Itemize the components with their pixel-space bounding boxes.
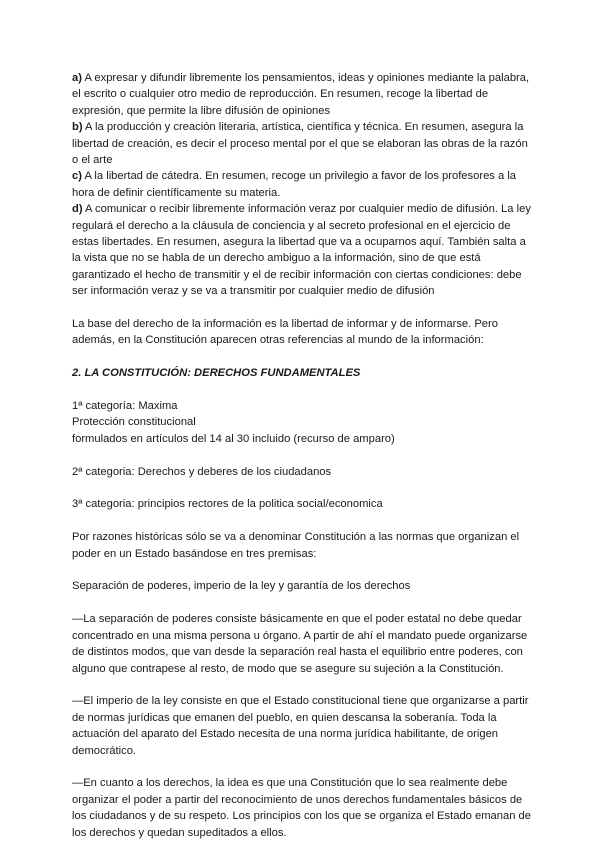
- paragraph-base: La base del derecho de la información es la libertad de informar y de informarse. Pero además, en la Constitución aparecen otras referencias al mundo de la información:: [72, 318, 498, 347]
- list-marker: c): [72, 170, 82, 183]
- category-1-title: 1ª categoría: Maxima: [72, 400, 178, 413]
- list-text: A la producción y creación literaria, artística, científica y técnica. En resumen, asegura la libertad de creación, es decir el proceso mental por el que se elaboran las obras de la razón o el arte: [72, 121, 528, 167]
- category-2: 2ª categoria: Derechos y deberes de los ciudadanos: [72, 465, 332, 478]
- paragraph-imperio: —El imperio de la ley consiste en que el Estado constitucional tiene que organizarse a partir de normas jurídicas que emanen del pueblo, en quien descansa la soberanía. Toda la actuación del aparato del Estado necesita de una norma jurídica habilitante, de origen democrático.: [72, 695, 529, 757]
- list-marker: a): [72, 72, 82, 84]
- list-item-d: [72, 201, 532, 299]
- list-text: A expresar y difundir libremente los pensamientos, ideas y opiniones mediante la palabra, el escrito o cualquier otro medio de reproducción. En resumen, recoge la libertad de expresión, que permite la libre difusión de opiniones: [72, 72, 530, 117]
- category-1-articles: formulados en artículos del 14 al 30 incluido (recurso de amparo): [72, 432, 395, 445]
- paragraph-historicas: Por razones históricas sólo se va a denominar Constitución a las normas que organizan el poder en un Estado basándose en tres premisas:: [72, 531, 520, 560]
- list-text: A la libertad de cátedra. En resumen, recoge un privilegio a favor de los profesores a la hora de definir científicamente su materia.: [72, 170, 517, 199]
- paragraph-separacion: —La separación de poderes consiste básicamente en que el poder estatal no debe quedar concentrado en una misma persona u órgano. A partir de ahí el mandato puede organizarse de distintos modos, que van desde la separación real hasta el equilibrio entre poderes, con alguno que contrapese al resto, de modo que se asegure su sujeción a la Constitución.: [72, 613, 528, 675]
- paragraph-premisas: Separación de poderes, imperio de la ley y garantía de los derechos: [72, 580, 411, 593]
- list-text: A comunicar o recibir libremente información veraz por cualquier medio de difusión. La ley regulará el derecho a la cláusula de conciencia y al secreto profesional en el ejercicio de estas libertades. En resumen, asegura la libertad que va a ocuparnos aquí. También salta a la vista que no se habla de un derecho ambiguo a la información, sino de que está garantizado el hecho de transmitir y el de recibir información con ciertas condiciones: debe ser información veraz y se va a transmitir por cualquier medio de difusión: [72, 203, 531, 298]
- list-item-c: [72, 168, 532, 201]
- paragraph-derechos: —En cuanto a los derechos, la idea es que una Constitución que lo sea realmente debe organizar el poder a partir del reconocimiento de unos derechos fundamentales básicos de los ciudadanos y de su respeto. Los principios con los que se organiza el Estado emanan de los derechos y quedan supeditados a ellos.: [72, 777, 531, 839]
- document-body: [72, 70, 532, 841]
- list-marker: d): [72, 203, 83, 216]
- category-1-protection: Protección constitucional: [72, 416, 196, 429]
- category-3: 3ª categoria: principios rectores de la politica social/economica: [72, 498, 383, 511]
- section-heading: 2. LA CONSTITUCIÓN: DERECHOS FUNDAMENTALES: [72, 367, 361, 380]
- list-marker: b): [72, 121, 83, 134]
- list-item-a: [72, 70, 532, 119]
- list-item-b: [72, 119, 532, 168]
